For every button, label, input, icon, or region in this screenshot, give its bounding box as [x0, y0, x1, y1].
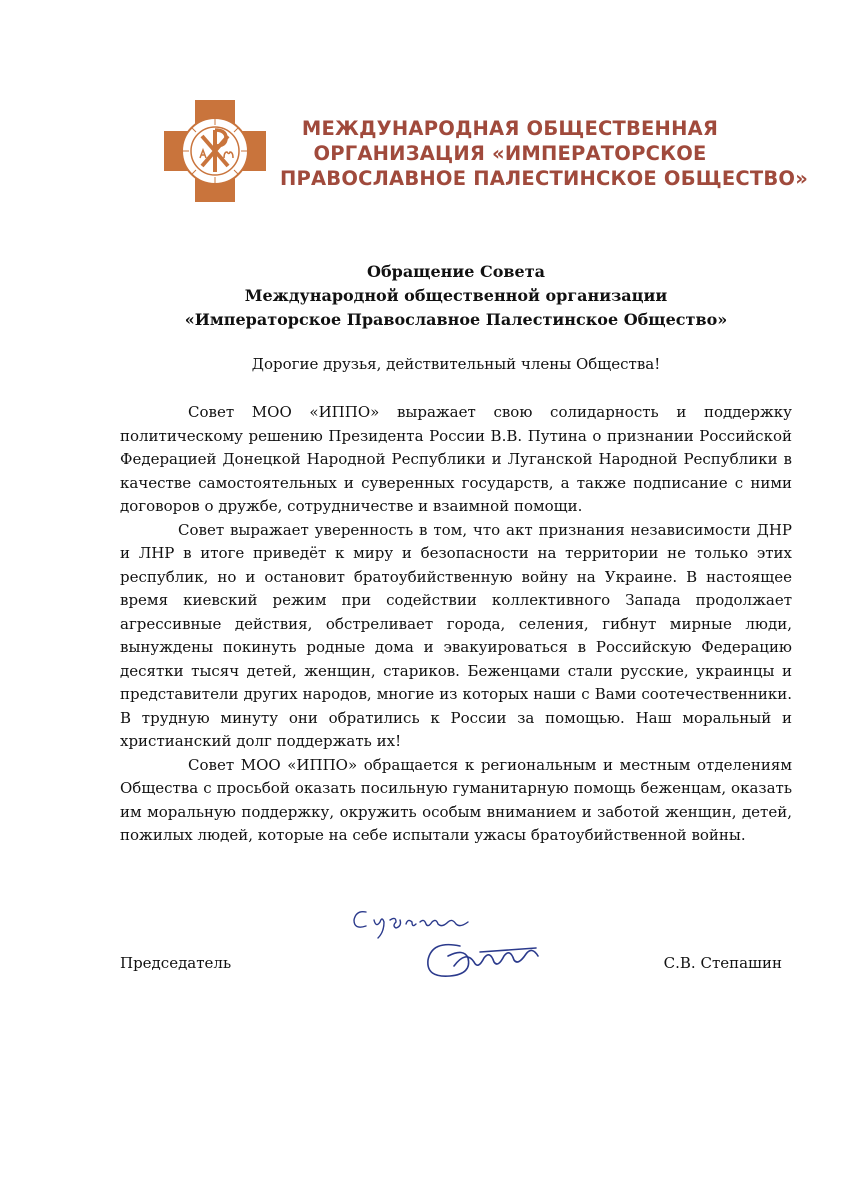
body-paragraph: Совет МОО «ИППО» выражает свою солидарность и поддержку политическому решению Президента России В.В. Путина о признании Российской Федерацией Донецкой Народной Республики и Луганской Народной Республики в качестве самостоятельных и суверенных государств, а также подписание с ними договоров о дружбе, сотрудничестве и взаимной помощи.: [120, 403, 792, 515]
handwritten-signature: [340, 900, 560, 990]
organization-title: [280, 116, 808, 191]
letter-body: [120, 401, 792, 848]
chi-rho-cross-emblem-icon: [164, 100, 266, 202]
signatory-title: Председатель: [120, 954, 232, 972]
body-paragraph: Совет выражает уверенность в том, что акт признания независимости ДНР и ЛНР в итоге приведёт к миру и безопасности на территории не только этих республик, но и остановит братоубийственную войну на Украине. В настоящее время киевский режим при содействии коллективного Запада продолжает агрессивные действия, обстреливает города, селения, гибнут мирные люди, вынуждены покинуть родные дома и эвакуироваться в Российскую Федерацию десятки тысяч детей, женщин, стариков. Беженцами стали русские, украинцы и представители других народов, многие из которых наши с Вами соотечественники. В трудную минуту они обратились к России за помощью. Наш моральный и христианский долг поддержать их!: [120, 520, 792, 750]
greeting-line: Дорогие друзья, действительный члены Общества!: [251, 355, 661, 373]
organization-title-line: МЕЖДУНАРОДНАЯ ОБЩЕСТВЕННАЯ: [301, 117, 719, 140]
heading-line: Международной общественной организации: [244, 286, 668, 305]
organization-title-line: ОРГАНИЗАЦИЯ «ИМПЕРАТОРСКОЕ: [313, 142, 707, 165]
signatory-name: С.В. Степашин: [663, 954, 782, 972]
signature-block: [120, 900, 792, 990]
body-paragraph: Совет МОО «ИППО» обращается к региональным и местным отделениям Общества с просьбой оказать посильную гуманитарную помощь беженцам, оказать им моральную поддержку, окружить особым вниманием и заботой женщин, детей, пожилых людей, которые на себе испытали ужасы братоубийственной войны.: [120, 755, 792, 844]
heading-line: «Императорское Православное Палестинское Общество»: [184, 310, 728, 329]
organization-title-line: ПРАВОСЛАВНОЕ ПАЛЕСТИНСКОЕ ОБЩЕСТВО»: [280, 167, 808, 190]
heading-line: Обращение Совета: [367, 262, 545, 281]
document-heading: [120, 260, 792, 332]
